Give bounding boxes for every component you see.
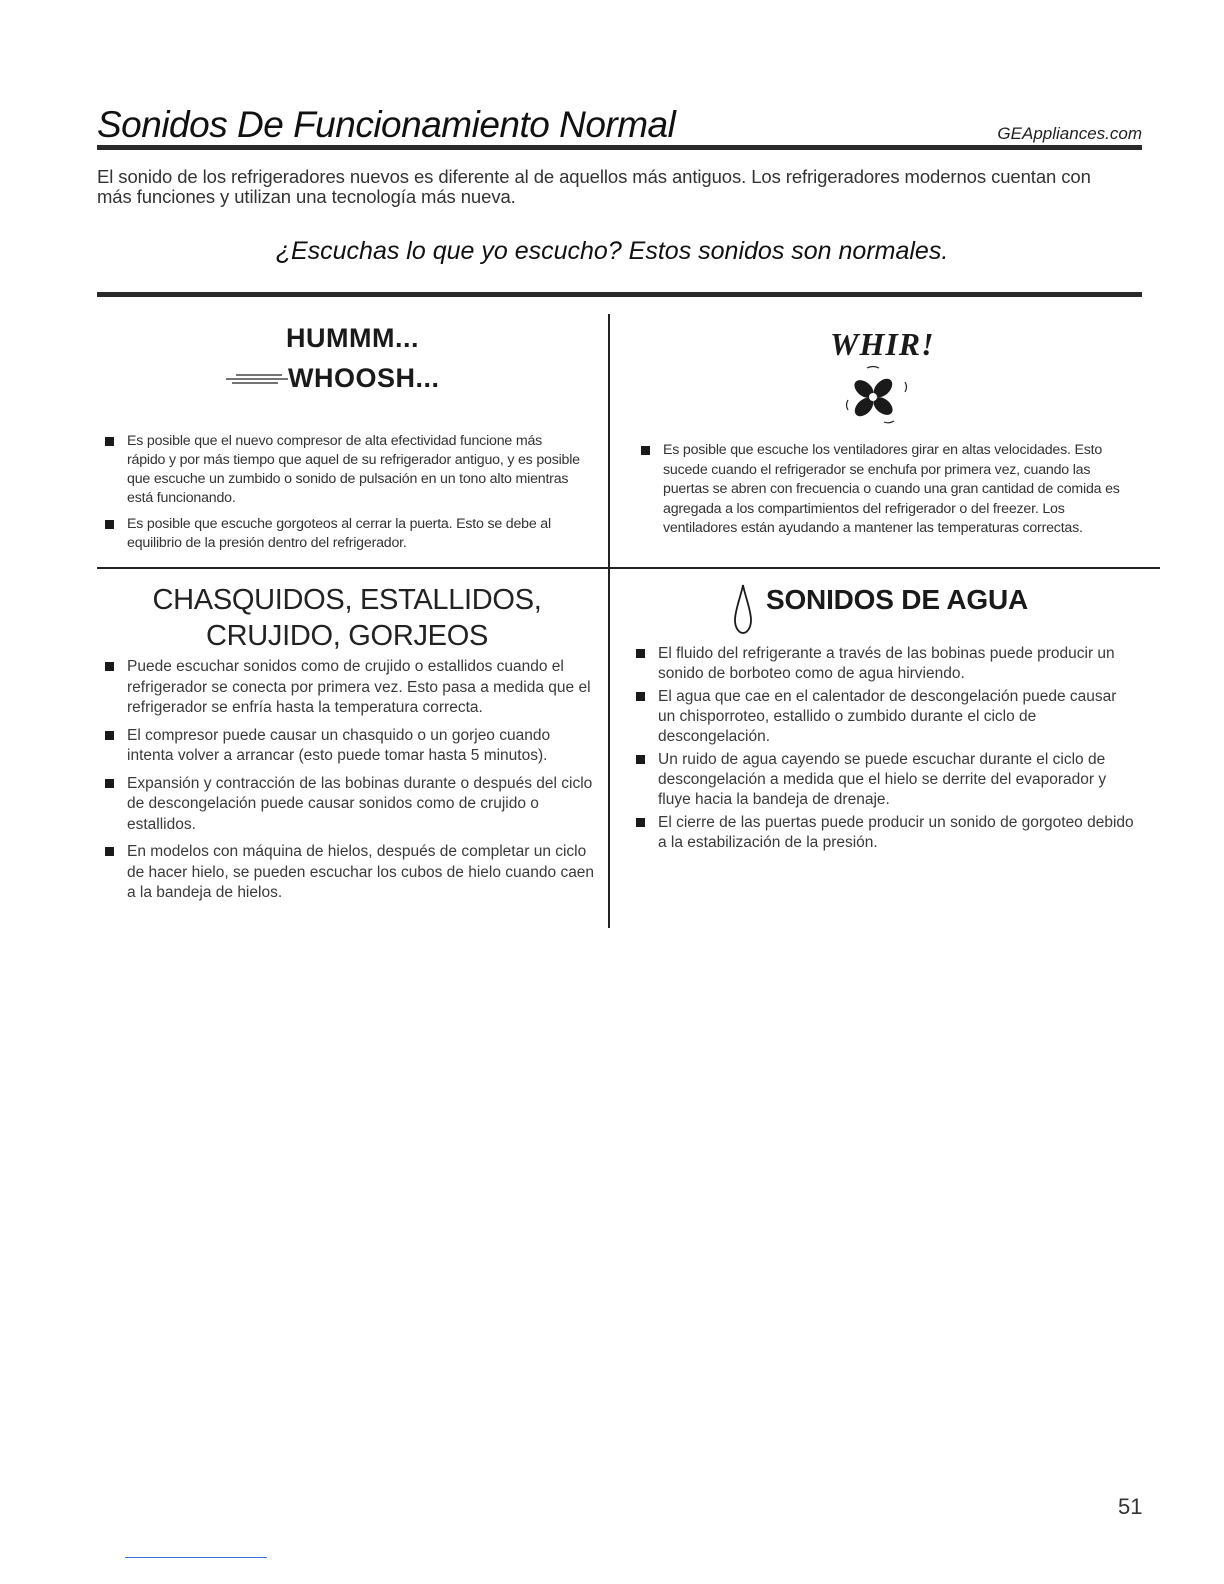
list-item: Es posible que el nuevo compresor de alta efectividad funcione más rápido y por más tiempo que aquel de su refrigerador antiguo, y es posible que escuche un zumbido o sonido de pulsación en un tono alto mientras está funcionando. <box>101 432 583 508</box>
list-item: Es posible que escuche gorgoteos al cerrar la puerta. Esto se debe al equilibrio de la presión dentro del refrigerador. <box>101 515 583 553</box>
chasquidos-heading-line1: CHASQUIDOS, ESTALLIDOS, <box>152 584 542 616</box>
list-item: En modelos con máquina de hielos, después de completar un ciclo de hacer hielo, se pueden escuchar los cubos de hielo cuando caen a la bandeja de hielos. <box>101 842 596 904</box>
section-rule <box>97 292 1142 297</box>
wind-lines-icon <box>222 366 288 390</box>
bullet-square-icon <box>636 649 645 658</box>
hummm-list <box>101 432 583 560</box>
site-url: GEAppliances.com <box>997 124 1142 143</box>
chasquidos-heading-line2: CRUJIDO, GORJEOS <box>206 620 488 652</box>
bullet-square-icon <box>105 847 114 856</box>
horizontal-divider <box>97 567 1160 569</box>
bullet-square-icon <box>641 446 650 455</box>
list-item: Puede escuchar sonidos como de crujido o estallidos cuando el refrigerador se conecta por primera vez. Esto pasa a medida que el refrigerador se enfría hasta la temperatura correcta. <box>101 657 596 719</box>
list-item: El cierre de las puertas puede producir un sonido de gorgoteo debido a la estabilización de la presión. <box>632 813 1137 853</box>
list-item: Expansión y contracción de las bobinas durante o después del ciclo de descongelación puede causar sonidos como de crujido o estallidos. <box>101 774 596 836</box>
chasquidos-heading <box>97 582 597 654</box>
agua-heading: SONIDOS DE AGUA <box>766 584 1028 615</box>
bullet-square-icon <box>636 692 645 701</box>
fan-icon <box>838 360 912 426</box>
chasquidos-list <box>101 657 596 911</box>
bullet-square-icon <box>636 755 645 764</box>
water-drop-icon <box>732 582 754 636</box>
bullet-square-icon <box>105 731 114 740</box>
header-rule <box>97 145 1142 150</box>
intro-paragraph: El sonido de los refrigeradores nuevos es diferente al de aquellos más antiguos. Los refrigeradores modernos cuentan con más funciones y utilizan una tecnología más nueva. <box>97 166 1091 207</box>
bullet-square-icon <box>105 662 114 671</box>
whir-heading: WHIR! <box>830 326 935 362</box>
whoosh-heading: WHOOSH... <box>288 362 440 393</box>
list-item: El compresor puede causar un chasquido o un gorjeo cuando intenta volver a arrancar (esto puede tomar hasta 5 minutos). <box>101 726 596 767</box>
list-item: El agua que cae en el calentador de descongelación puede causar un chisporroteo, estallido o zumbido durante el ciclo de descongelación. <box>632 687 1137 747</box>
bullet-square-icon <box>105 520 114 529</box>
footer-link-underline[interactable] <box>125 1557 267 1558</box>
agua-list <box>632 644 1137 856</box>
page-number: 51 <box>1118 1494 1143 1519</box>
page-title: Sonidos De Funcionamiento Normal <box>97 104 676 145</box>
list-item: El fluido del refrigerante a través de las bobinas puede producir un sonido de borboteo como de agua hirviendo. <box>632 644 1137 684</box>
agua-heading-row <box>732 582 1028 636</box>
hummm-heading: HUMMM... <box>286 323 419 353</box>
bullet-square-icon <box>105 437 114 446</box>
bullet-square-icon <box>105 779 114 788</box>
list-item: Un ruido de agua cayendo se puede escuchar durante el ciclo de descongelación a medida que el hielo se derrite del evaporador y fluye hacia la bandeja de drenaje. <box>632 750 1137 810</box>
section-subtitle: ¿Escuchas lo que yo escucho? Estos sonidos son normales. <box>275 237 949 265</box>
bullet-square-icon <box>636 818 645 827</box>
whoosh-heading-row <box>222 360 440 396</box>
list-item: Es posible que escuche los ventiladores girar en altas velocidades. Esto sucede cuando el refrigerador se enchufa por primera vez, cuando las puertas se abren con frecuencia o cuando una gran cantidad de comida es agregada a los compartimientos del refrigerador o del freezer. Los ventiladores están ayudando a mantener las temperaturas correctas. <box>637 441 1137 539</box>
whir-list <box>637 441 1137 539</box>
vertical-divider <box>608 314 610 928</box>
